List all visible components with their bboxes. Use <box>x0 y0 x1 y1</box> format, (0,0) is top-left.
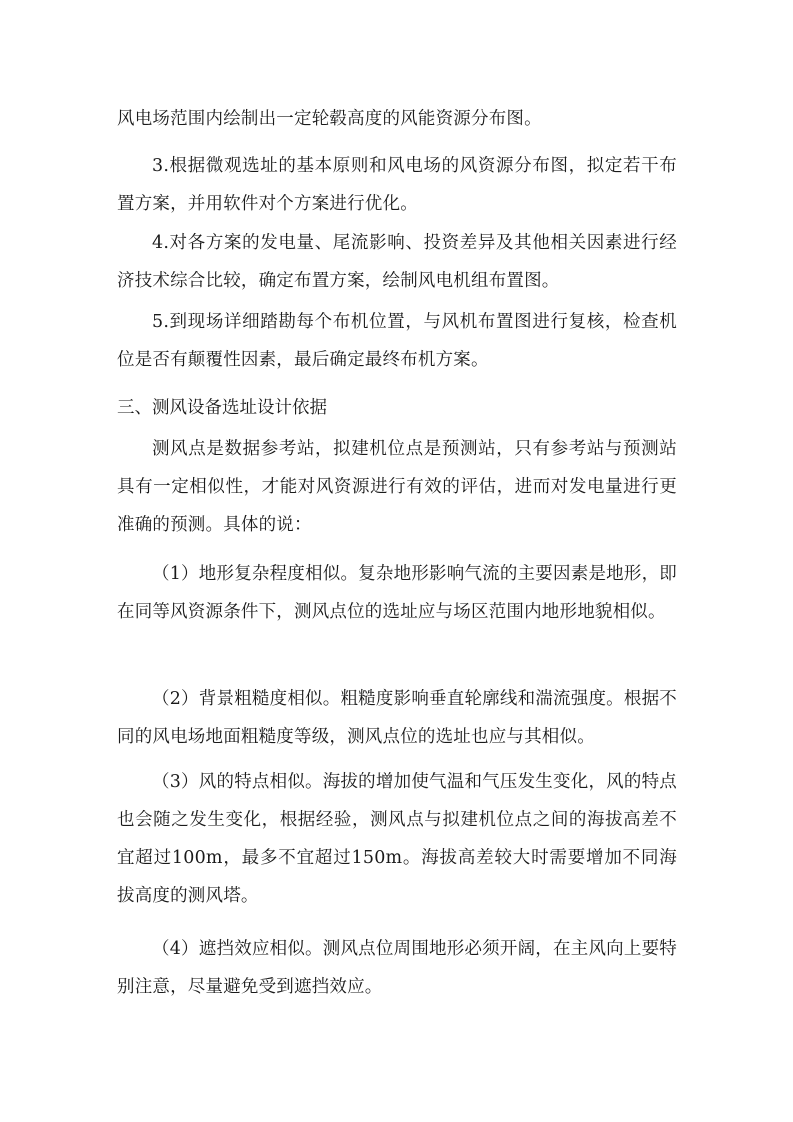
paragraph-step-5: 5.到现场详细踏勘每个布机位置，与风机布置图进行复核，检查机位是否有颠覆性因素，最后确定最终布机方案。 <box>117 312 677 370</box>
paragraph-continuation: 风电场范围内绘制出一定轮毂高度的风能资源分布图。 <box>117 109 542 129</box>
paragraph-item-3: （3）风的特点相似。海拔的增加使气温和气压发生变化，风的特点也会随之发生变化，根据经验，测风点与拟建机位点之间的海拔高差不宜超过100m，最多不宜超过150m。海拔高差较大时需要增加不同海拔高度的测风塔。 <box>117 772 677 906</box>
section-heading: 三、测风设备选址设计依据 <box>117 398 327 418</box>
paragraph-step-3: 3.根据微观选址的基本原则和风电场的风资源分布图，拟定若干布置方案，并用软件对个方案进行优化。 <box>117 156 677 214</box>
paragraph-item-1: （1）地形复杂程度相似。复杂地形影响气流的主要因素是地形，即在同等风资源条件下，测风点位的选址应与场区范围内地形地貌相似。 <box>117 564 677 622</box>
paragraph-item-2: （2）背景粗糙度相似。粗糙度影响垂直轮廓线和湍流强度。根据不同的风电场地面粗糙度等级，测风点位的选址也应与其相似。 <box>117 689 677 747</box>
paragraph-step-4: 4.对各方案的发电量、尾流影响、投资差异及其他相关因素进行经济技术综合比较，确定布置方案，绘制风电机组布置图。 <box>117 233 677 291</box>
paragraph-item-4: （4）遮挡效应相似。测风点位周围地形必须开阔，在主风向上要特别注意，尽量避免受到遮挡效应。 <box>117 939 677 997</box>
paragraph-intro: 测风点是数据参考站，拟建机位点是预测站，只有参考站与预测站具有一定相似性，才能对风资源进行有效的评估，进而对发电量进行更准确的预测。具体的说： <box>117 439 677 535</box>
